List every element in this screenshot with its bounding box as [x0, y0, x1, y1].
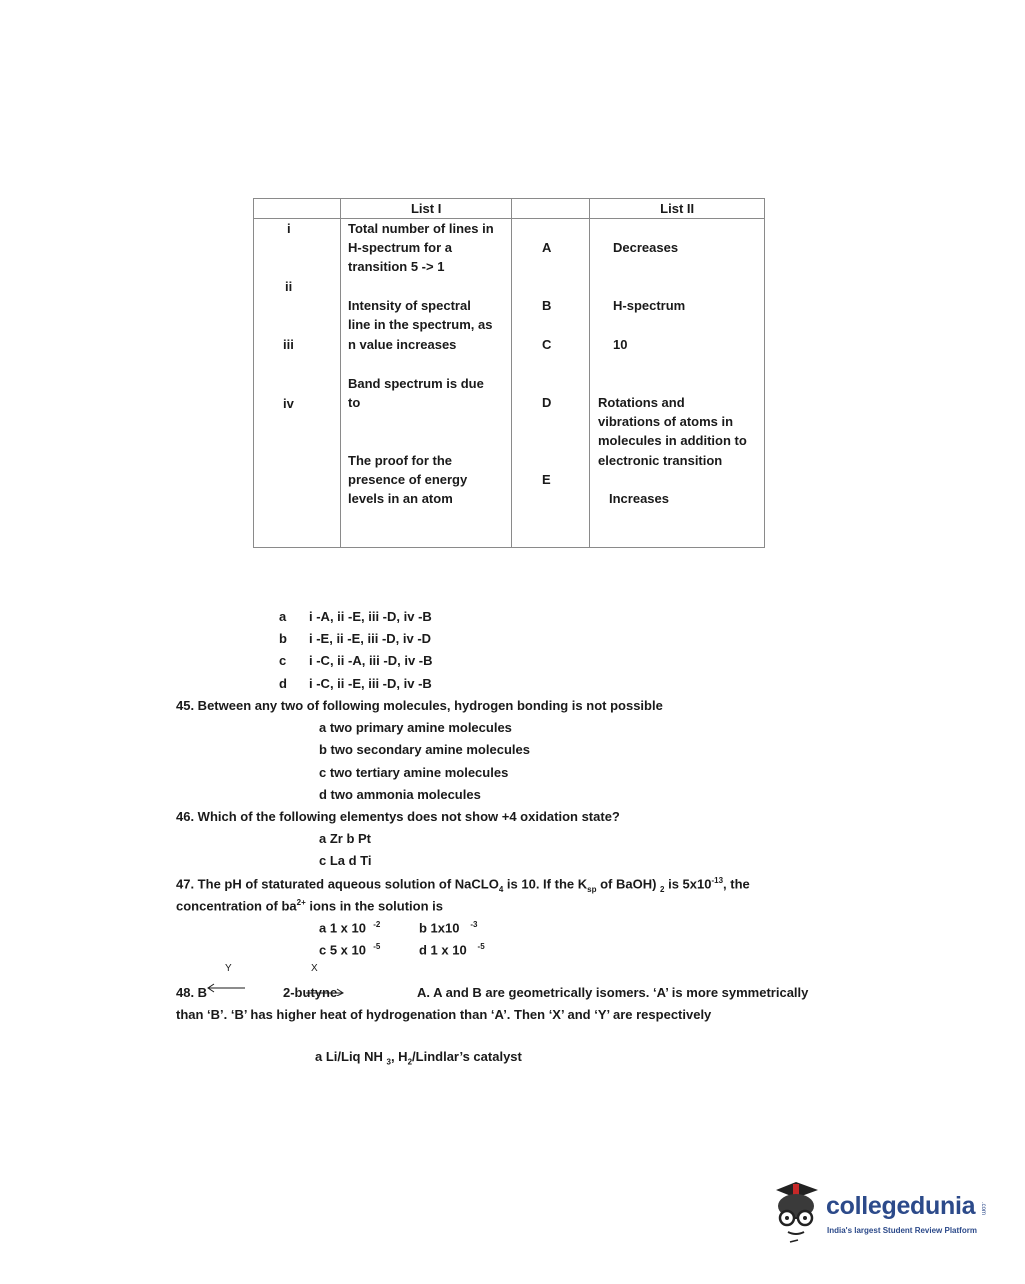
list1-line: levels in an atom: [348, 491, 453, 506]
q46-options-line1: a Zr b Pt: [319, 831, 372, 846]
letter-A: A: [542, 240, 552, 255]
q45-option: c two tertiary amine molecules: [319, 765, 509, 780]
q44-option-key: a: [279, 609, 287, 624]
q48-number: 48. B: [176, 985, 208, 1000]
header-blank-2: [512, 199, 590, 219]
list2-line: 10: [613, 337, 628, 352]
roman-column: [254, 219, 341, 548]
q48-butyne: 2-butyne: [283, 985, 338, 1000]
q45-option: b two secondary amine molecules: [319, 742, 530, 757]
roman-iv: iv: [283, 396, 294, 411]
q45-option: a two primary amine molecules: [319, 720, 512, 735]
header-blank-1: [254, 199, 341, 219]
match-table: [253, 198, 765, 548]
q47-question-line2: concentration of $ba^{2+}$ ions in the solution is: [176, 898, 443, 914]
letter-B: B: [542, 298, 552, 313]
q44-option-key: c: [279, 653, 287, 668]
q44-option-key: b: [279, 631, 287, 646]
header-list1: List I: [340, 199, 512, 219]
list1-line: The proof for the: [348, 453, 452, 468]
list1-line: transition 5 -> 1: [348, 259, 445, 274]
list2-line: Rotations and: [598, 395, 685, 410]
q48-text-line1: A. A and B are geometrically isomers. ‘A’ is more symmetrically: [417, 985, 809, 1000]
q45-option: d two ammonia molecules: [319, 787, 481, 802]
q47-option-a: a 1 x 10 $^{-2}$: [319, 920, 381, 936]
q48-text-line2: than ‘B’. ‘B’ has higher heat of hydrogenation than ‘A’. Then ‘X’ and ‘Y’ are respectively: [176, 1007, 712, 1022]
list1-line: Intensity of spectral: [348, 298, 471, 313]
roman-i: i: [287, 221, 291, 236]
roman-iii: iii: [283, 337, 294, 352]
q44-option-text: i -C, ii -E, iii -D, iv -B: [309, 676, 432, 691]
list2-line: Increases: [609, 491, 669, 506]
mascot-icon: [766, 1176, 824, 1246]
q48-option-a: a Li/Liq NH $_3$, $H_2/Lindlar’s$ catalyst: [315, 1049, 522, 1067]
logo-wordmark: collegedunia: [826, 1192, 976, 1220]
list2-line: molecules in addition to: [598, 433, 747, 448]
q44-option-text: i -C, ii -A, iii -D, iv -B: [309, 653, 433, 668]
q48-label-x: X: [311, 963, 318, 974]
q46-options-line2: c La d Ti: [319, 853, 372, 868]
list1-line: presence of energy: [348, 472, 468, 487]
logo-tagline: India's largest Student Review Platform: [827, 1226, 977, 1235]
list1-line: Total number of lines in: [348, 221, 494, 236]
q47-option-d: d 1 x 10 $^{-5}$: [419, 942, 485, 958]
logo-com: .com: [980, 1202, 986, 1216]
list1-line: H-spectrum for a: [348, 240, 453, 255]
letter-C: C: [542, 337, 552, 352]
list1-line: n value increases: [348, 337, 457, 352]
list2-line: Decreases: [613, 240, 679, 255]
q46-question: 46. Which of the following elementys does not show +4 oxidation state?: [176, 809, 620, 824]
list2-line: electronic transition: [598, 453, 723, 468]
letter-column: [512, 219, 590, 548]
q44-option-text: i -E, ii -E, iii -D, iv -D: [309, 631, 432, 646]
list2-line: H-spectrum: [613, 298, 686, 313]
roman-ii: ii: [285, 279, 293, 294]
q44-option-key: d: [279, 676, 287, 691]
list1-line: line in the spectrum, as: [348, 317, 493, 332]
collegedunia-logo: [766, 1176, 996, 1246]
list2-line: vibrations of atoms in: [598, 414, 734, 429]
header-list2: List II: [590, 199, 765, 219]
q45-question: 45. Between any two of following molecules, hydrogen bonding is not possible: [176, 698, 663, 713]
letter-E: E: [542, 472, 551, 487]
q47-option-b: b 1x10 $^{-3}$: [419, 920, 478, 936]
list1-line: to: [348, 395, 361, 410]
q48-label-y: Y: [225, 963, 232, 974]
list1-line: Band spectrum is due: [348, 376, 484, 391]
q44-option-text: i -A, ii -E, iii -D, iv -B: [309, 609, 432, 624]
q47-option-c: c 5 x 10 $^{-5}$: [319, 942, 381, 958]
letter-D: D: [542, 395, 552, 410]
q47-question-line1: 47. The pH of staturated aqueous solution of NaCLO$_4$ is 10. If the $K_{sp}$ of BaOH) $_2$ is $5x10^{-13}$, the: [176, 876, 750, 894]
